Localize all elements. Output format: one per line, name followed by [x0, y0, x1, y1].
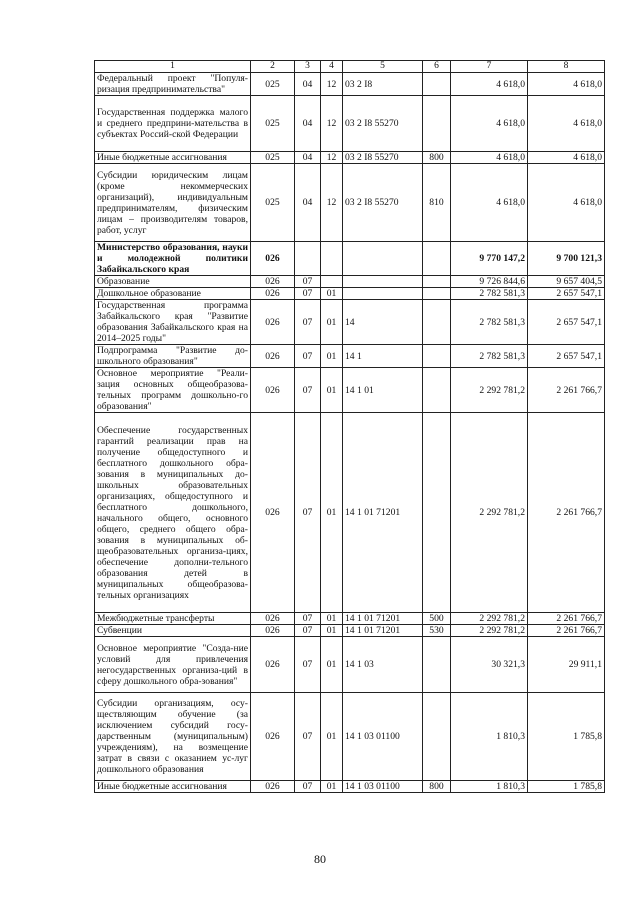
row-cell-c4: 01	[321, 413, 343, 613]
row-cell-c5: 03 2 I8 55270	[343, 152, 423, 164]
row-cell-c2: 025	[251, 96, 295, 152]
row-cell-c3: 07	[295, 637, 321, 693]
row-cell-c4: 12	[321, 73, 343, 96]
row-name-cell: Образование	[95, 276, 251, 288]
table-row	[95, 242, 605, 276]
row-cell-c2: 026	[251, 242, 295, 276]
row-cell-c3: 07	[295, 413, 321, 613]
row-cell-c2: 026	[251, 413, 295, 613]
row-name-cell: Государственная поддержка малого и среднего предприни-мательства в субъектах Россий-ской Федерации	[95, 96, 251, 152]
row-name-cell: Основное мероприятие "Реали-зация основных общеобразова-тельных программ дошкольно-го образования"	[95, 368, 251, 413]
row-cell-c3: 07	[295, 625, 321, 637]
row-cell-c6	[423, 413, 451, 613]
table-row	[95, 300, 605, 345]
table-row	[95, 781, 605, 793]
row-cell-c2: 026	[251, 368, 295, 413]
row-cell-c8: 2 261 766,7	[528, 413, 605, 613]
row-name-cell: Подпрограмма "Развитие до-школьного образования"	[95, 345, 251, 368]
header-row	[95, 61, 605, 73]
row-name-cell: Федеральный проект "Популя-ризация предпринимательства"	[95, 73, 251, 96]
row-cell-c4: 01	[321, 625, 343, 637]
row-cell-c5: 03 2 I8 55270	[343, 96, 423, 152]
row-cell-c3: 07	[295, 345, 321, 368]
row-cell-c8: 1 785,8	[528, 693, 605, 781]
row-cell-c4: 01	[321, 637, 343, 693]
header-cell: 7	[451, 61, 528, 73]
row-cell-c7: 2 782 581,3	[451, 345, 528, 368]
row-cell-c6: 800	[423, 152, 451, 164]
row-name-cell: Межбюджетные трансферты	[95, 613, 251, 625]
table-row	[95, 73, 605, 96]
row-cell-c8: 2 261 766,7	[528, 368, 605, 413]
row-name-cell: Основное мероприятие "Созда-ние условий для привлечения негосударственных организа-ций в сферу дошкольного обра-зования"	[95, 637, 251, 693]
table-row	[95, 637, 605, 693]
row-cell-c6	[423, 693, 451, 781]
row-cell-c6	[423, 300, 451, 345]
row-cell-c4	[321, 276, 343, 288]
row-cell-c5	[343, 276, 423, 288]
row-cell-c6: 500	[423, 613, 451, 625]
row-cell-c6	[423, 368, 451, 413]
row-cell-c5: 14 1 01 71201	[343, 413, 423, 613]
table-row	[95, 345, 605, 368]
row-cell-c6: 800	[423, 781, 451, 793]
row-cell-c6	[423, 276, 451, 288]
row-cell-c4: 01	[321, 345, 343, 368]
row-cell-c7: 4 618,0	[451, 96, 528, 152]
row-cell-c3: 07	[295, 693, 321, 781]
row-cell-c5: 14 1 03	[343, 637, 423, 693]
row-cell-c5: 14 1 03 01100	[343, 781, 423, 793]
row-cell-c2: 026	[251, 693, 295, 781]
row-cell-c4: 01	[321, 613, 343, 625]
row-cell-c3: 07	[295, 781, 321, 793]
header-cell: 3	[295, 61, 321, 73]
header-cell: 5	[343, 61, 423, 73]
row-cell-c7: 30 321,3	[451, 637, 528, 693]
row-cell-c8: 9 700 121,3	[528, 242, 605, 276]
row-cell-c2: 026	[251, 345, 295, 368]
row-cell-c4	[321, 242, 343, 276]
row-cell-c3: 07	[295, 300, 321, 345]
row-cell-c4: 12	[321, 164, 343, 242]
row-cell-c7: 2 292 781,2	[451, 413, 528, 613]
row-cell-c4: 01	[321, 781, 343, 793]
row-cell-c2: 026	[251, 625, 295, 637]
header-cell: 4	[321, 61, 343, 73]
row-cell-c8: 1 785,8	[528, 781, 605, 793]
table-row	[95, 413, 605, 613]
row-cell-c7: 4 618,0	[451, 73, 528, 96]
row-name-cell: Министерство образования, науки и молодежной политики Забайкальского края	[95, 242, 251, 276]
row-cell-c3: 04	[295, 73, 321, 96]
row-cell-c6	[423, 96, 451, 152]
row-name-cell: Иные бюджетные ассигнования	[95, 152, 251, 164]
row-cell-c5: 14 1 01	[343, 368, 423, 413]
table-row	[95, 625, 605, 637]
row-cell-c3: 07	[295, 288, 321, 300]
row-cell-c5: 14	[343, 300, 423, 345]
row-cell-c5: 14 1 01 71201	[343, 613, 423, 625]
row-cell-c8: 2 261 766,7	[528, 613, 605, 625]
row-cell-c6	[423, 288, 451, 300]
row-cell-c2: 025	[251, 164, 295, 242]
row-cell-c8: 2 657 547,1	[528, 288, 605, 300]
row-cell-c6	[423, 73, 451, 96]
row-cell-c5	[343, 288, 423, 300]
row-cell-c3: 04	[295, 152, 321, 164]
row-cell-c6: 810	[423, 164, 451, 242]
header-cell: 8	[528, 61, 605, 73]
table-row	[95, 368, 605, 413]
row-cell-c7: 2 292 781,2	[451, 625, 528, 637]
row-cell-c6	[423, 637, 451, 693]
row-cell-c2: 026	[251, 288, 295, 300]
table-row	[95, 152, 605, 164]
row-cell-c4: 01	[321, 288, 343, 300]
row-name-cell: Государственная программа Забайкальского края "Развитие образования Забайкальского края на 2014–2025 годы"	[95, 300, 251, 345]
row-cell-c7: 2 782 581,3	[451, 288, 528, 300]
row-cell-c2: 026	[251, 637, 295, 693]
header-cell: 1	[95, 61, 251, 73]
row-cell-c4: 01	[321, 368, 343, 413]
row-cell-c8: 2 657 547,1	[528, 345, 605, 368]
row-cell-c6: 530	[423, 625, 451, 637]
row-cell-c3: 04	[295, 96, 321, 152]
row-cell-c7: 2 292 781,2	[451, 368, 528, 413]
row-cell-c8: 4 618,0	[528, 152, 605, 164]
row-cell-c5: 03 2 I8 55270	[343, 164, 423, 242]
table-row	[95, 288, 605, 300]
row-cell-c2: 025	[251, 152, 295, 164]
row-cell-c7: 1 810,3	[451, 693, 528, 781]
row-cell-c3: 07	[295, 613, 321, 625]
table-row	[95, 164, 605, 242]
row-cell-c8: 2 261 766,7	[528, 625, 605, 637]
row-cell-c2: 025	[251, 73, 295, 96]
row-cell-c3	[295, 242, 321, 276]
row-cell-c5	[343, 242, 423, 276]
table-row	[95, 613, 605, 625]
row-cell-c5: 14 1	[343, 345, 423, 368]
row-name-cell: Дошкольное образование	[95, 288, 251, 300]
row-cell-c4: 12	[321, 96, 343, 152]
row-cell-c6	[423, 345, 451, 368]
row-cell-c8: 9 657 404,5	[528, 276, 605, 288]
row-cell-c4: 01	[321, 300, 343, 345]
row-cell-c8: 4 618,0	[528, 164, 605, 242]
row-cell-c7: 2 292 781,2	[451, 613, 528, 625]
table-row	[95, 693, 605, 781]
row-name-cell: Субвенции	[95, 625, 251, 637]
row-cell-c8: 2 657 547,1	[528, 300, 605, 345]
header-cell: 2	[251, 61, 295, 73]
row-name-cell: Иные бюджетные ассигнования	[95, 781, 251, 793]
row-cell-c6	[423, 242, 451, 276]
row-cell-c2: 026	[251, 300, 295, 345]
row-cell-c7: 4 618,0	[451, 164, 528, 242]
header-cell: 6	[423, 61, 451, 73]
row-cell-c7: 4 618,0	[451, 152, 528, 164]
row-cell-c8: 4 618,0	[528, 73, 605, 96]
row-cell-c8: 4 618,0	[528, 96, 605, 152]
row-cell-c7: 9 726 844,6	[451, 276, 528, 288]
row-name-cell: Субсидии юридическим лицам (кроме некоммерческих организаций), индивидуальным предпринимателям, физическим лицам – производителям товаров, работ, услуг	[95, 164, 251, 242]
table-row	[95, 276, 605, 288]
budget-table	[94, 60, 605, 793]
row-cell-c3: 04	[295, 164, 321, 242]
row-cell-c7: 1 810,3	[451, 781, 528, 793]
table-row	[95, 96, 605, 152]
row-cell-c7: 9 770 147,2	[451, 242, 528, 276]
row-cell-c5: 14 1 03 01100	[343, 693, 423, 781]
row-cell-c4: 01	[321, 693, 343, 781]
row-cell-c5: 03 2 I8	[343, 73, 423, 96]
row-cell-c4: 12	[321, 152, 343, 164]
row-name-cell: Субсидии организациям, осу-ществляющим обучение (за исключением субсидий госу-дарственным (муниципальным) учреждениям), на возмещение затрат в связи с оказанием ус-луг дошкольного образования	[95, 693, 251, 781]
row-cell-c7: 2 782 581,3	[451, 300, 528, 345]
row-cell-c8: 29 911,1	[528, 637, 605, 693]
row-cell-c3: 07	[295, 276, 321, 288]
row-cell-c3: 07	[295, 368, 321, 413]
row-cell-c2: 026	[251, 276, 295, 288]
row-name-cell: Обеспечение государственных гарантий реализации прав на получение общедоступного и бесплатного дошкольного обра-зования в муниципальных до-школьных образовательных организациях, общедоступного и бесплатного дошкольного, начального общего, основного общего, среднего общего обра-зования в муниципальных об-щеобразовательных организа-циях, обеспечение дополни-тельного образования детей в муниципальных общеобразова-тельных организациях	[95, 413, 251, 613]
row-cell-c5: 14 1 01 71201	[343, 625, 423, 637]
row-cell-c2: 026	[251, 613, 295, 625]
row-cell-c2: 026	[251, 781, 295, 793]
page-number: 80	[314, 852, 326, 866]
